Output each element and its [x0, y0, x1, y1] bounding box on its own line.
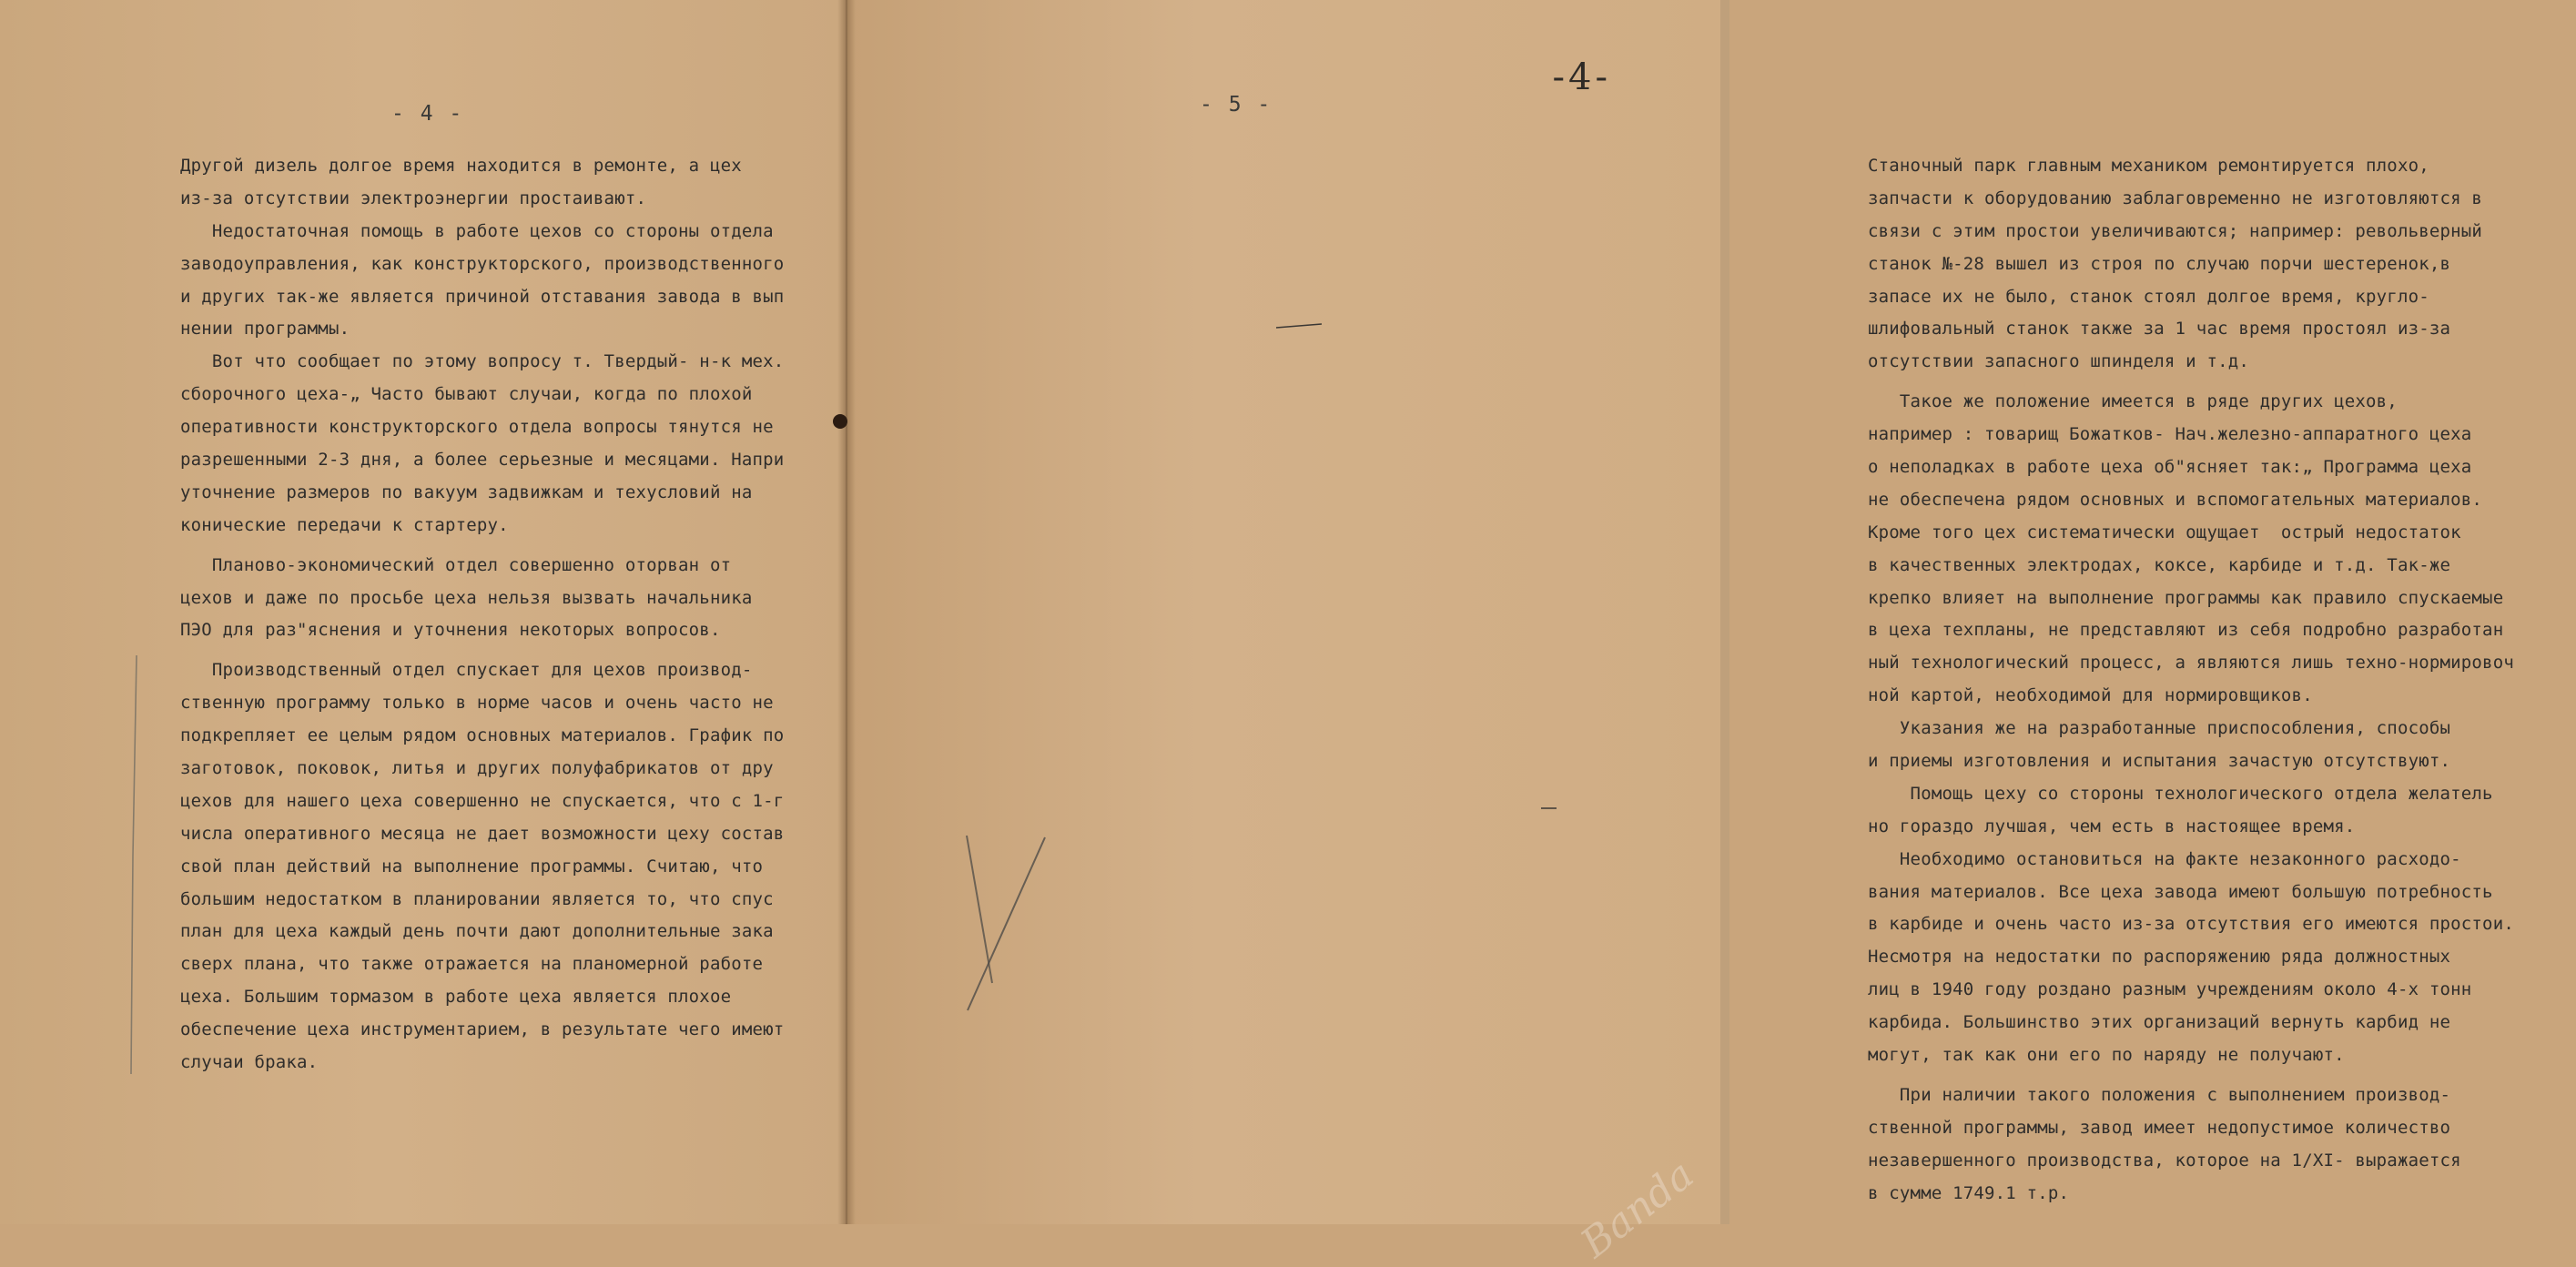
text-line: сборочного цеха-„ Часто бывают случаи, когда по плохой [180, 384, 753, 405]
text-line: Кроме того цех систематически ощущает острый недостаток [1868, 522, 2461, 542]
text-line: в сумме 1749.1 т.р. [1868, 1182, 2070, 1203]
text-line: большим недостатком в планировании является то, что спус [180, 888, 774, 909]
left-page-number: - 4 - [391, 102, 464, 126]
text-line: заводоуправления, как конструкторского, производственного [180, 253, 785, 274]
text-line: Несмотря на недостатки по распоряжению ряда должностных [1868, 947, 2451, 968]
text-line: уточнение размеров по вакуум задвижкам и техусловий на [180, 481, 753, 502]
text-line: из-за отсутствии электроэнергии простаивают. [180, 188, 647, 208]
text-line: нении программы. [180, 319, 350, 340]
text-line: отсутствии запасного шпинделя и т.д. [1868, 351, 2250, 372]
text-line: могут, так как они его по наряду не получают. [1868, 1045, 2345, 1066]
text-line: Указания же на разработанные приспособления, способы [1868, 718, 2451, 739]
text-line: цехов и даже по просьбе цеха нельзя вызвать начальника [180, 587, 753, 608]
text-line: ной картой, необходимой для нормировщиков. [1868, 685, 2313, 706]
text-line: в цеха техпланы, не представляют из себя подробно разработан [1868, 620, 2504, 641]
text-line: не обеспечена рядом основных и вспомогательных материалов. [1868, 489, 2483, 510]
text-line: конические передачи к стартеру. [180, 514, 509, 535]
text-line: оперативности конструкторского отдела вопросы тянутся не [180, 417, 774, 438]
text-line: ПЭО для раз"яснения и уточнения некоторых вопросов. [180, 620, 721, 641]
text-line: случаи брака. [180, 1052, 319, 1073]
text-line: Планово-экономический отдел совершенно оторван от [180, 554, 732, 575]
text-line: ственной программы, завод имеет недопустимое количество [1868, 1117, 2451, 1138]
right-page-body [1868, 150, 2576, 1211]
text-line: план для цеха каждый день почти дают дополнительные зака [180, 921, 774, 942]
left-page [0, 0, 845, 1224]
text-line: подкрепляет ее целым рядом основных материалов. График по [180, 725, 785, 746]
binding-hole [833, 414, 847, 429]
text-line: числа оперативного месяца не дает возможности цеху состав [180, 823, 785, 844]
text-line: Вот что сообщает по этому вопросу т. Твердый- н-к мех. [180, 351, 785, 372]
text-line: Помощь цеху со стороны технологического отдела желатель [1868, 783, 2493, 804]
left-page-body [180, 150, 843, 1079]
text-line: Недостаточная помощь в работе цехов со стороны отдела [180, 220, 774, 241]
text-line: но гораздо лучшая, чем есть в настоящее время. [1868, 816, 2356, 836]
text-line: шлифовальный станок также за 1 час время простоял из-за [1868, 319, 2451, 340]
text-line: например : товарищ Божатков- Нач.железно-аппаратного цеха [1868, 424, 2472, 445]
text-line: вания материалов. Все цеха завода имеют большую потребность [1868, 881, 2493, 902]
text-line: Станочный парк главным механиком ремонтируется плохо, [1868, 156, 2429, 176]
text-line: в качественных электродах, коксе, карбиде и т.д. Так-же [1868, 554, 2451, 575]
text-line: о неполадках в работе цеха об"ясняет так:„ Программа цеха [1868, 457, 2472, 478]
text-line: в карбиде и очень часто из-за отсутствия его имеются простои. [1868, 914, 2514, 935]
text-line: связи с этим простои увеличиваются; например: револьверный [1868, 220, 2483, 241]
text-line: При наличии такого положения с выполнением производ- [1868, 1084, 2451, 1105]
text-line: Такое же положение имеется в ряде других цехов, [1868, 391, 2398, 412]
text-line: разрешенными 2-3 дня, а более серьезные и месяцами. Напри [180, 450, 785, 471]
text-line: ный технологический процесс, а являются лишь техно-нормировоч [1868, 653, 2514, 674]
text-line: Производственный отдел спускает для цехов производ- [180, 660, 753, 681]
text-line: Необходимо остановиться на факте незаконного расходо- [1868, 848, 2461, 869]
text-line: лиц в 1940 году роздано разным учреждениям около 4-х тонн [1868, 979, 2472, 1000]
text-line: обеспечение цеха инструментарием, в результате чего имеют [180, 1019, 785, 1040]
text-line: цеха. Большим тормазом в работе цеха является плохое [180, 987, 732, 1008]
right-page [847, 0, 2514, 1267]
text-line: запасе их не было, станок стоял долгое время, кругло- [1868, 286, 2429, 307]
text-line: запчасти к оборудованию заблаговременно не изготовляются в [1868, 188, 2483, 208]
text-line: сверх плана, что также отражается на планомерной работе [180, 954, 764, 975]
text-line: незавершенного производства, которое на 1/XI- выражается [1868, 1150, 2461, 1171]
right-page-number: - 5 - [1200, 93, 1273, 117]
text-line: заготовок, поковок, литья и других полуфабрикатов от дру [180, 758, 774, 779]
watermark: Banda [1572, 1150, 1702, 1267]
text-line: станок №-28 вышел из строя по случаю порчи шестеренок,в [1868, 253, 2451, 274]
handwritten-page-number: -4- [1552, 56, 1611, 98]
paper-edge [1720, 0, 1729, 1224]
text-line: и других так-же является причиной отставания завода в вып [180, 286, 785, 307]
text-line: цехов для нашего цеха совершенно не спускается, что с 1-г [180, 790, 785, 811]
page-fold [837, 0, 856, 1224]
text-line: Другой дизель долгое время находится в ремонте, а цех [180, 156, 742, 176]
text-line: и приемы изготовления и испытания зачастую отсутствуют. [1868, 751, 2451, 772]
text-line: крепко влияет на выполнение программы как правило спускаемые [1868, 587, 2504, 608]
text-line: карбида. Большинство этих организаций вернуть карбид не [1868, 1012, 2451, 1033]
text-line: ственную программу только в норме часов и очень часто не [180, 693, 774, 714]
text-line: свой план действий на выполнение программы. Считаю, что [180, 856, 764, 877]
